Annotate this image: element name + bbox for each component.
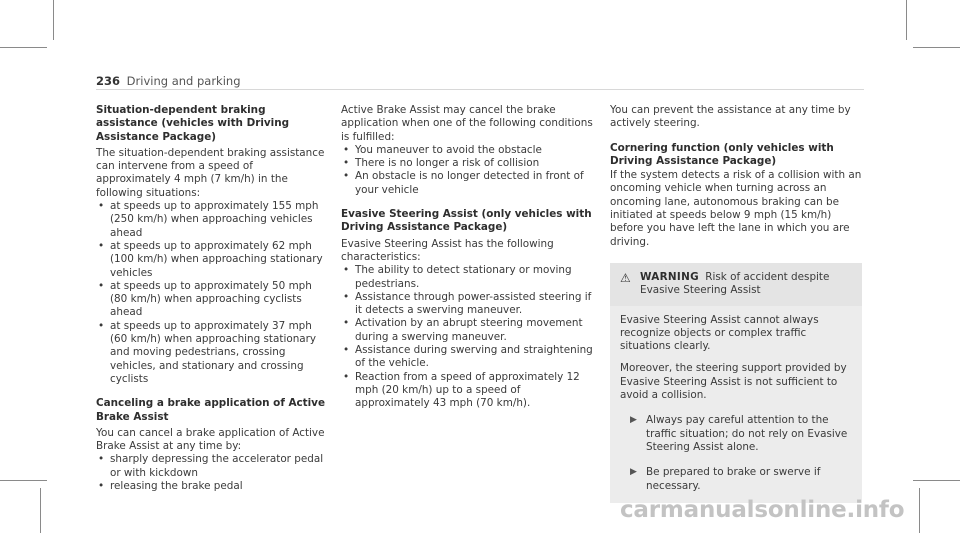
heading-situation-dependent-braking: Situation-dependent braking assistance (vehicles with Driving Assistance Package)	[96, 104, 290, 143]
warning-paragraph: Evasive Steering Assist cannot always recognize objects or complex traffic situations clearly.	[620, 313, 819, 353]
list-item: • releasing the brake pedal	[96, 480, 328, 493]
crop-mark	[0, 47, 47, 48]
paragraph: Evasive Steering Assist has the following characteristics:	[341, 237, 554, 263]
list-item: • The ability to detect stationary or moving pedestrians.	[341, 264, 597, 291]
list-item: • Reaction from a speed of approximately 12 mph (20 km/h) up to a speed of approximately 43 mph (70 km/h).	[341, 371, 597, 411]
page-number: 236	[96, 74, 121, 88]
bullet-list	[96, 453, 328, 493]
header-divider	[96, 89, 864, 90]
crop-mark	[0, 480, 47, 481]
warning-title: Risk of accident despite Evasive Steering Assist	[640, 270, 830, 297]
paragraph: You can prevent the assistance at any time by actively steering.	[610, 104, 851, 130]
crop-mark	[906, 0, 907, 40]
heading-evasive-steering-assist: Evasive Steering Assist (only vehicles with Driving Assistance Package)	[341, 208, 592, 234]
warning-header	[610, 263, 862, 306]
bullet-list	[96, 200, 328, 386]
list-item: • Activation by an abrupt steering movement during a swerving maneuver.	[341, 317, 597, 344]
list-item: • Assistance through power-assisted steering if it detects a swerving maneuver.	[341, 291, 597, 318]
list-item: • An obstacle is no longer detected in front of your vehicle	[341, 170, 597, 197]
list-item: • You maneuver to avoid the obstacle	[341, 144, 597, 157]
bullet-list	[341, 144, 597, 197]
heading-canceling-brake-application: Canceling a brake application of Active Brake Assist	[96, 397, 326, 423]
watermark: carmanualsonline.info	[620, 497, 905, 523]
list-item: • at speeds up to approximately 37 mph (60 km/h) when approaching stationary and moving pedestrians, crossing vehicles, and stationary and crossing cyclists	[96, 320, 328, 386]
crop-mark	[40, 488, 41, 533]
list-item: • sharply depressing the accelerator pedal or with kickdown	[96, 453, 328, 480]
list-item: • Assistance during swerving and straightening of the vehicle.	[341, 344, 597, 371]
heading-cornering-function: Cornering function (only vehicles with Driving Assistance Package)	[610, 141, 834, 167]
column-middle	[341, 104, 597, 411]
paragraph: The situation-dependent braking assistance can intervene from a speed of approximately 4 mph (7 km/h) in the following situations:	[96, 146, 325, 199]
arrow-right-icon: ▶	[630, 415, 637, 426]
column-right	[610, 104, 862, 503]
crop-mark	[913, 480, 960, 481]
warning-step	[620, 466, 852, 493]
warning-step-text: Always pay careful attention to the traffic situation; do not rely on Evasive Steering Assist alone.	[646, 414, 848, 453]
section-title: Driving and parking	[126, 74, 241, 88]
list-item: • There is no longer a risk of collision	[341, 157, 597, 170]
warning-step	[620, 414, 852, 454]
paragraph: You can cancel a brake application of Active Brake Assist at any time by:	[96, 426, 325, 453]
bullet-list	[341, 264, 597, 410]
warning-keyword: WARNING	[640, 270, 699, 283]
warning-body	[610, 306, 862, 503]
warning-paragraph: Moreover, the steering support provided by Evasive Steering Assist is not sufficient to avoid a collision.	[620, 362, 847, 402]
paragraph: If the system detects a risk of a collision with an oncoming vehicle when turning across an oncoming lane, autonomous braking can be initiated at speeds below 9 mph (15 km/h) before you have left the lane in which you are driving.	[610, 169, 862, 248]
warning-box	[610, 263, 862, 503]
paragraph: Active Brake Assist may cancel the brake application when one of the following conditions is fulfilled:	[341, 104, 593, 143]
warning-triangle-icon: ⚠	[620, 270, 631, 285]
list-item: • at speeds up to approximately 50 mph (80 km/h) when approaching cyclists ahead	[96, 280, 328, 320]
list-item: • at speeds up to approximately 155 mph (250 km/h) when approaching vehicles ahead	[96, 200, 328, 240]
arrow-right-icon: ▶	[630, 467, 637, 478]
crop-mark	[913, 47, 960, 48]
crop-mark	[53, 0, 54, 40]
warning-step-text: Be prepared to brake or swerve if necessary.	[646, 466, 821, 492]
page-header	[96, 74, 241, 88]
crop-mark	[919, 488, 920, 533]
column-left	[96, 104, 328, 493]
list-item: • at speeds up to approximately 62 mph (100 km/h) when approaching stationary vehicles	[96, 240, 328, 280]
